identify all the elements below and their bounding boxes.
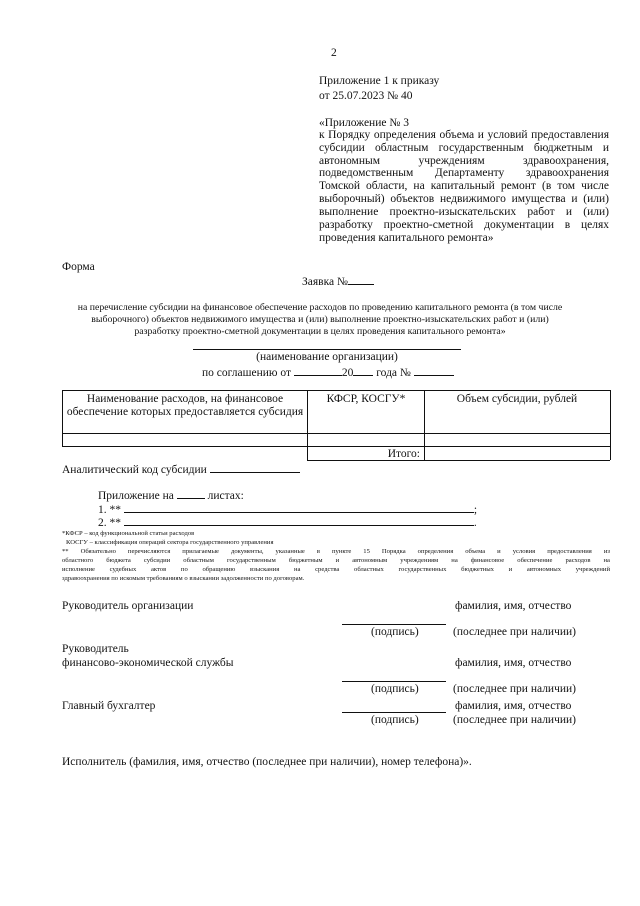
form-label: Форма: [62, 261, 95, 273]
signature-field-head-org[interactable]: [342, 624, 446, 625]
analytic-code-label: Аналитический код субсидии: [62, 464, 207, 476]
footnote-kfsr: *КФСР – код функциональной статьи расходов: [62, 530, 195, 537]
table-row-divider: [62, 433, 610, 434]
signer-head-finance-line2: финансово-экономической службы: [62, 657, 234, 669]
footnote-note-line: областного бюджета субсидии областным государственным бюджетным и автономным учреждениям на финансовое обеспечение расходов на: [62, 557, 610, 564]
name-label: фамилия, имя, отчество: [455, 700, 572, 712]
application-title-text: Заявка №: [302, 276, 348, 288]
appendix-line: Томской области, на капитальный ремонт (в том числе: [319, 180, 609, 192]
attachment-suffix: листах:: [207, 490, 244, 502]
table-border-right: [610, 390, 611, 460]
attachment-item-1-field[interactable]: [124, 502, 474, 513]
subtitle-line2: выборочного) объектов недвижимого имущества и (или) выполнение проектно-изыскательских работ и (или): [91, 314, 549, 325]
subtitle-line1: на перечисление субсидии на финансовое обеспечение расходов по проведению капитального ремонта (в том числе: [77, 302, 563, 313]
table-header-amount: Объем субсидии, рублей: [456, 393, 578, 405]
page-number: 2: [331, 47, 337, 59]
order-ref-line2: от 25.07.2023 № 40: [319, 90, 413, 102]
agreement-year-suffix: года №: [376, 367, 411, 379]
appendix-line: субсидии областным государственным бюджетным и: [319, 142, 609, 154]
appendix-line: автономным учреждениям здравоохранения,: [319, 155, 609, 167]
patronymic-note: (последнее при наличии): [453, 683, 577, 695]
attachment-item-2-label: 2. **: [98, 517, 121, 529]
table-border-left: [62, 390, 63, 446]
table-header-name: Наименование расходов, на финансовое обеспечение которых предоставляется субсидия: [66, 393, 304, 418]
signature-caption: (подпись): [371, 626, 419, 638]
attachment-item-2: [98, 515, 477, 530]
appendix-line: проведения капитального ремонта»: [319, 232, 494, 244]
agreement-number-field[interactable]: [414, 365, 454, 376]
organization-caption: (наименование организации): [256, 351, 398, 363]
signer-head-org: Руководитель организации: [62, 600, 194, 612]
patronymic-note: (последнее при наличии): [453, 714, 577, 726]
table-border-top: [62, 390, 610, 391]
appendix-line: разработку проектно-сметной документации в целях: [319, 219, 609, 231]
order-ref-line1: Приложение 1 к приказу: [319, 75, 440, 87]
attachment-sheets-field[interactable]: [177, 488, 205, 499]
appendix-line: выборочный) объектов недвижимого имущества и (или): [319, 193, 609, 205]
analytic-code-line: [62, 462, 300, 477]
name-label: фамилия, имя, отчество: [455, 600, 572, 612]
attachment-item-2-field[interactable]: [124, 515, 474, 526]
signature-caption: (подпись): [371, 683, 419, 695]
subtitle-line3: разработку проектно-сметной документации в целях проведения капитального ремонта»: [134, 326, 506, 337]
agreement-line: [202, 365, 454, 380]
signer-chief-accountant: Главный бухгалтер: [62, 700, 156, 712]
attachment-line: [98, 488, 244, 503]
agreement-year-field[interactable]: [353, 365, 373, 376]
agreement-date-field[interactable]: [294, 365, 342, 376]
footnote-note-line: ** Обязательно перечисляются прилагаемые документы, указанные в пункте 15 Порядка определения объема и условия предоставления из: [62, 548, 610, 555]
attachment-item-1-end: ;: [473, 504, 478, 516]
table-header-kfsr: КФСР, КОСГУ*: [326, 393, 406, 405]
footnote-note-last: здравоохранения по искомым требованиям о взыскании задолженности по договорам.: [62, 575, 305, 582]
application-title: [302, 274, 374, 289]
analytic-code-field[interactable]: [210, 462, 300, 473]
application-number-field[interactable]: [348, 274, 374, 285]
appendix-line: к Порядку определения объема и условий предоставления: [319, 129, 609, 141]
table-col-divider: [307, 390, 308, 460]
table-total-value-field[interactable]: [425, 447, 609, 459]
attachment-item-1-label: 1. **: [98, 504, 121, 516]
patronymic-note: (последнее при наличии): [453, 626, 577, 638]
agreement-year: 20: [341, 367, 354, 379]
appendix-line: «Приложение № 3: [319, 117, 409, 129]
attachment-item-2-end: .: [473, 517, 477, 529]
name-label: фамилия, имя, отчество: [455, 657, 572, 669]
appendix-line: выполнение проектно-изыскательских работ и (или): [319, 206, 609, 218]
signer-head-finance-line1: Руководитель: [62, 643, 129, 655]
signature-field-chief-accountant[interactable]: [342, 712, 446, 713]
signature-field-head-finance[interactable]: [342, 681, 446, 682]
organization-name-field[interactable]: [193, 349, 461, 350]
executor-line: Исполнитель (фамилия, имя, отчество (последнее при наличии), номер телефона)».: [62, 756, 472, 768]
agreement-prefix: по соглашению от: [202, 367, 291, 379]
footnote-kosgu: КОСГУ – классификация операций сектора государственного управления: [66, 539, 274, 546]
footnote-note-line: исполнение судебных актов по обращению взыскания на средства областных государственных бюджетных и автономных учреждений: [62, 566, 610, 573]
appendix-line: подведомственным Департаменту здравоохранения: [319, 167, 609, 179]
table-total-label: Итого:: [387, 448, 420, 460]
attachment-prefix: Приложение на: [98, 490, 174, 502]
signature-caption: (подпись): [371, 714, 419, 726]
